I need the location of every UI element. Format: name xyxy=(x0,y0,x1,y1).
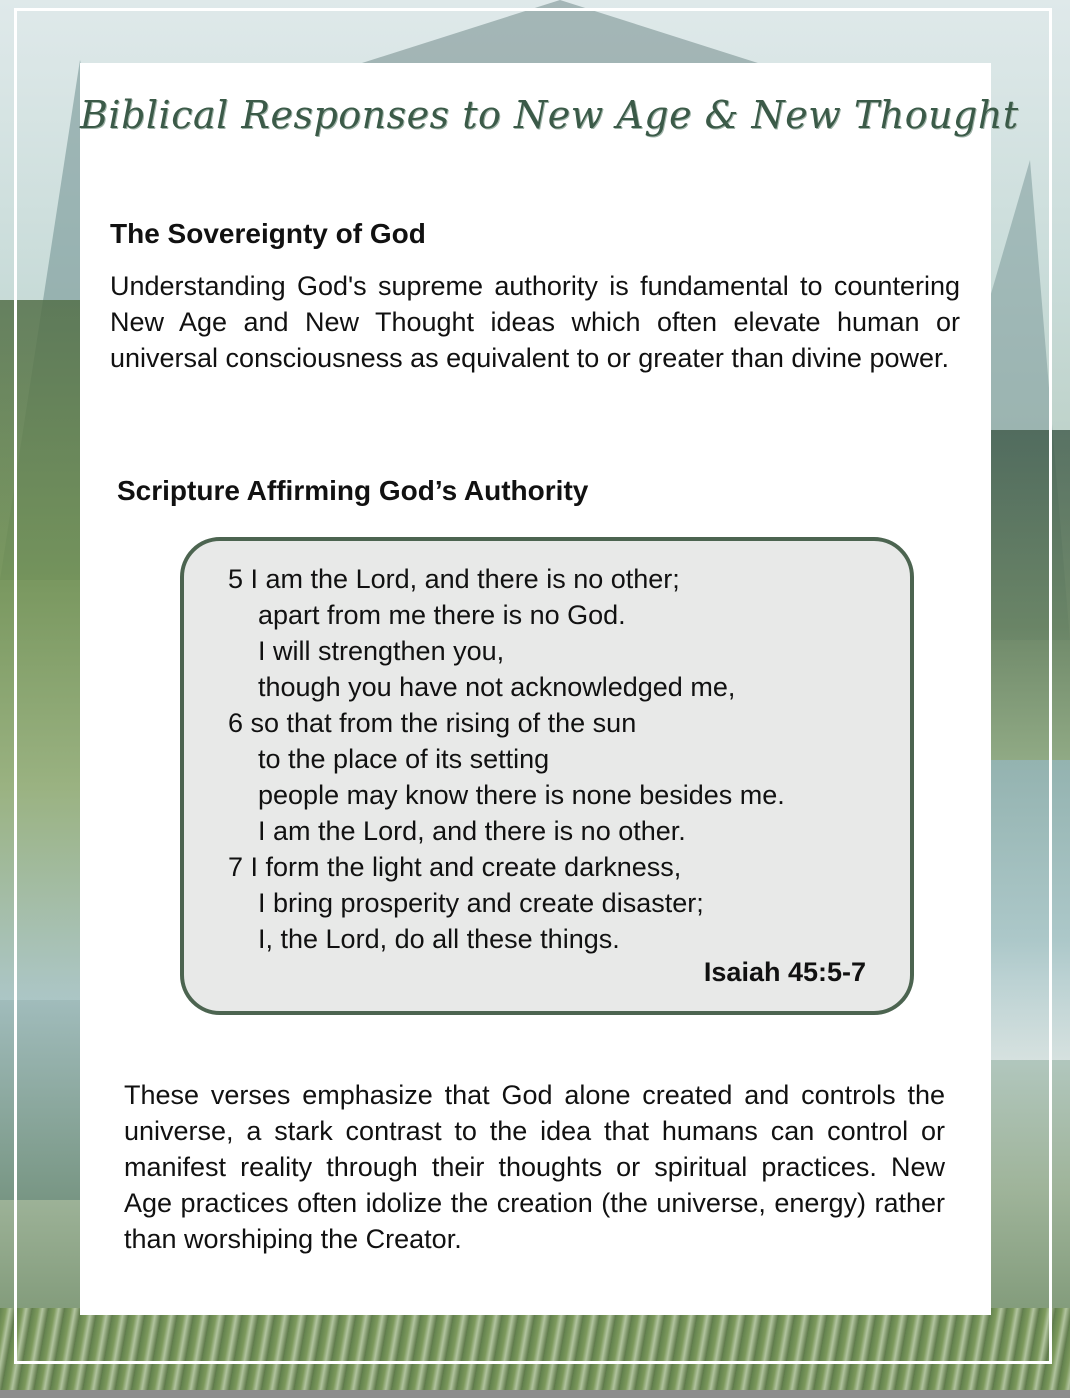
page-title: Biblical Responses to New Age & New Thought xyxy=(80,93,1019,137)
verse-line: I will strengthen you, xyxy=(258,636,505,666)
scripture-heading: Scripture Affirming God’s Authority xyxy=(117,475,589,506)
closing-paragraph: These verses emphasize that God alone created and controls the universe, a stark contrast to the idea that humans can control or manifest reality through their thoughts or spiritual practices. New Age practices often idolize the creation (the universe, energy) rather than worshiping the Creator. xyxy=(124,1080,945,1254)
verse-line: 7 I form the light and create darkness, xyxy=(228,852,682,882)
verse-line: apart from me there is no God. xyxy=(258,600,626,630)
scripture-reference: Isaiah 45:5-7 xyxy=(703,957,866,987)
verse-line: to the place of its setting xyxy=(258,744,550,774)
verse-line: people may know there is none besides me. xyxy=(258,780,785,810)
bottom-bar xyxy=(0,1390,1070,1398)
verse-list xyxy=(228,561,785,957)
scripture-box xyxy=(180,537,914,1015)
verse-line: I am the Lord, and there is no other. xyxy=(258,816,686,846)
verse-line: 6 so that from the rising of the sun xyxy=(228,708,637,738)
intro-paragraph: Understanding God's supreme authority is fundamental to countering New Age and New Thought ideas which often elevate human or universal consciousness as equivalent to or greater than divine power. xyxy=(110,271,960,373)
verse-line: I bring prosperity and create disaster; xyxy=(258,888,704,918)
verse-line: though you have not acknowledged me, xyxy=(258,672,736,702)
content-panel xyxy=(80,63,1019,1315)
section-heading: The Sovereignty of God xyxy=(110,218,426,249)
verse-line: I, the Lord, do all these things. xyxy=(258,924,620,954)
verse-line: 5 I am the Lord, and there is no other; xyxy=(228,564,680,594)
